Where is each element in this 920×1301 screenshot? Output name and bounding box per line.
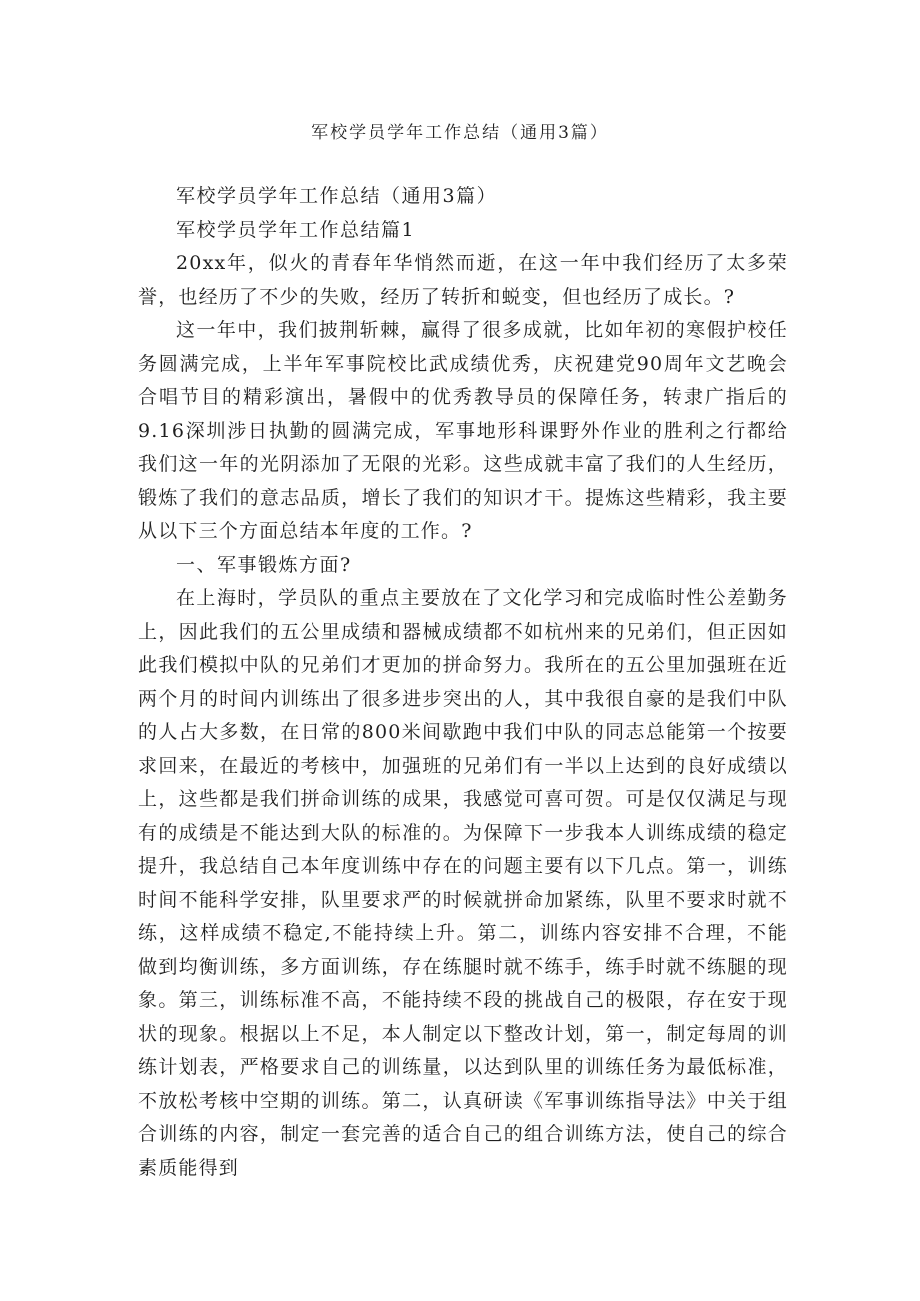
paragraph-subtitle: 军校学员学年工作总结（通用3篇） — [176, 185, 498, 207]
paragraph-heading-military: 一、军事锻炼方面? — [176, 553, 352, 576]
document-body — [138, 180, 788, 1185]
paragraph-intro: 20xx年，似火的青春年华悄然而逝，在这一年中我们经历了太多荣誉，也经历了不少的失败，经历了转折和蜕变，但也经历了成长。? — [138, 252, 788, 308]
document-title: 军校学员学年工作总结（通用3篇） — [311, 123, 609, 143]
paragraph-achievements: 这一年中，我们披荆斩棘，赢得了很多成就，比如年初的寒假护校任务圆满完成，上半年军事院校比武成绩优秀，庆祝建党90周年文艺晚会合唱节目的精彩演出，暑假中的优秀教导员的保障任务，转隶广指后的9.16深圳涉日执勤的圆满完成，军事地形科课野外作业的胜利之行都给我们这一年的光阴添加了无限的光彩。这些成就丰富了我们的人生经历，锻炼了我们的意志品质，增长了我们的知识才干。提炼这些精彩，我主要从以下三个方面总结本年度的工作。? — [138, 319, 788, 542]
paragraph-section-title: 军校学员学年工作总结篇1 — [176, 218, 416, 241]
paragraph-military-training: 在上海时，学员队的重点主要放在了文化学习和完成临时性公差勤务上，因此我们的五公里成绩和器械成绩都不如杭州来的兄弟们，但正因如此我们模拟中队的兄弟们才更加的拼命努力。我所在的五公里加强班在近两个月的时间内训练出了很多进步突出的人，其中我很自豪的是我们中队的人占大多数，在日常的800米间歇跑中我们中队的同志总能第一个按要求回来，在最近的考核中，加强班的兄弟们有一半以上达到的良好成绩以上，这些都是我们拼命训练的成果，我感觉可喜可贺。可是仅仅满足与现有的成绩是不能达到大队的标准的。为保障下一步我本人训练成绩的稳定提升，我总结自己本年度训练中存在的问题主要有以下几点。第一，训练时间不能科学安排，队里要求严的时候就拼命加紧练，队里不要求时就不练，这样成绩不稳定,不能持续上升。第二，训练内容安排不合理，不能做到均衡训练，多方面训练，存在练腿时就不练手，练手时就不练腿的现象。第三，训练标准不高，不能持续不段的挑战自己的极限，存在安于现状的现象。根据以上不足，本人制定以下整改计划，第一，制定每周的训练计划表，严格要求自己的训练量，以达到队里的训练任务为最低标准，不放松考核中空期的训练。第二，认真研读《军事训练指导法》中关于组合训练的内容，制定一套完善的适合自己的组合训练方法，使自己的综合素质能得到 — [138, 587, 788, 1179]
